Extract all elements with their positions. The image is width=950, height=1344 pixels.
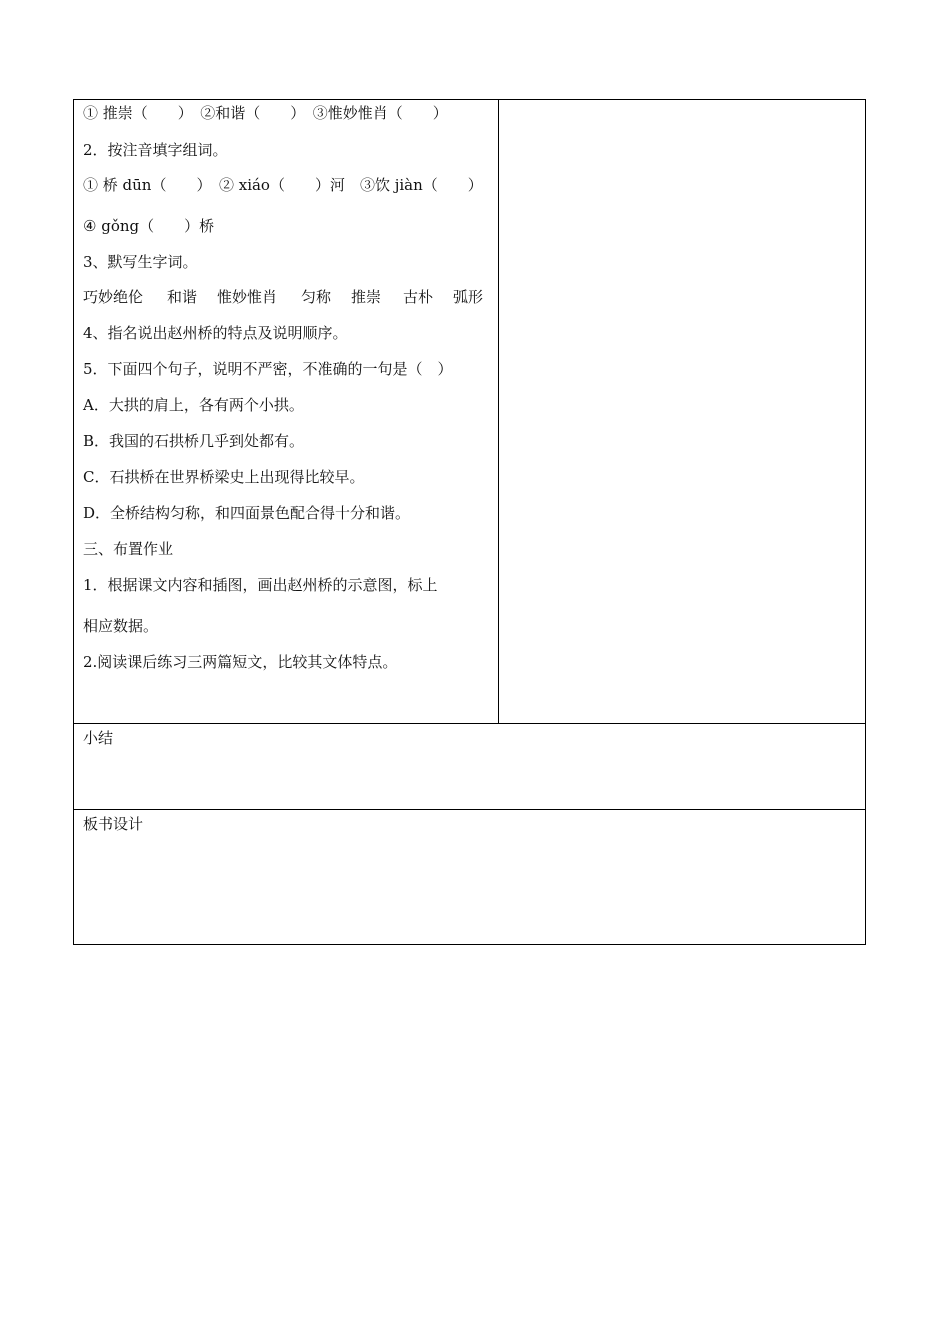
vocab-word: 弧形 [453, 288, 484, 306]
vocab-word: 巧妙绝伦 [83, 288, 144, 306]
exercise-column [74, 100, 499, 723]
summary-label: 小结 [83, 729, 114, 747]
vocab-word: 惟妙惟肖 [217, 288, 278, 306]
homework-item-1-cont: 相应数据。 [83, 617, 159, 635]
homework-item-1: 1．根据课文内容和插图，画出赵州桥的示意图，标上 [83, 576, 438, 594]
option-a: A．大拱的肩上，各有两个小拱。 [83, 396, 304, 414]
homework-item-2: 2.阅读课后练习三两篇短文，比较其文体特点。 [83, 653, 398, 671]
exercise-line-4: ④ gǒng（ ）桥 [83, 217, 215, 235]
vocab-word: 和谐 [167, 288, 198, 306]
vocab-word: 匀称 [301, 288, 332, 306]
notes-column [499, 100, 865, 723]
vocab-word: 推崇 [351, 288, 382, 306]
board-design-row [74, 810, 865, 944]
content-row [74, 100, 865, 724]
vocabulary-list [83, 287, 483, 307]
option-c: C．石拱桥在世界桥梁史上出现得比较早。 [83, 468, 365, 486]
exercise-line-1: ① 推崇（ ） ②和谐（ ） ③惟妙惟肖（ ） [83, 104, 448, 122]
exercise-line-2: 2．按注音填字组词。 [83, 141, 228, 159]
exercise-line-5: 3、默写生字词。 [83, 253, 198, 271]
option-d: D．全桥结构匀称，和四面景色配合得十分和谐。 [83, 504, 411, 522]
homework-heading: 三、布置作业 [83, 540, 174, 558]
vocab-word: 古朴 [403, 288, 434, 306]
option-b: B．我国的石拱桥几乎到处都有。 [83, 432, 305, 450]
exercise-line-7: 5．下面四个句子，说明不严密，不准确的一句是（ ） [83, 360, 453, 378]
exercise-line-3: ① 桥 dūn（ ） ② xiáo（ ）河 ③饮 jiàn（ ） [83, 176, 483, 194]
lesson-plan-table [73, 99, 866, 945]
exercise-line-6: 4、指名说出赵州桥的特点及说明顺序。 [83, 324, 348, 342]
summary-row [74, 724, 865, 810]
board-design-label: 板书设计 [83, 815, 144, 833]
